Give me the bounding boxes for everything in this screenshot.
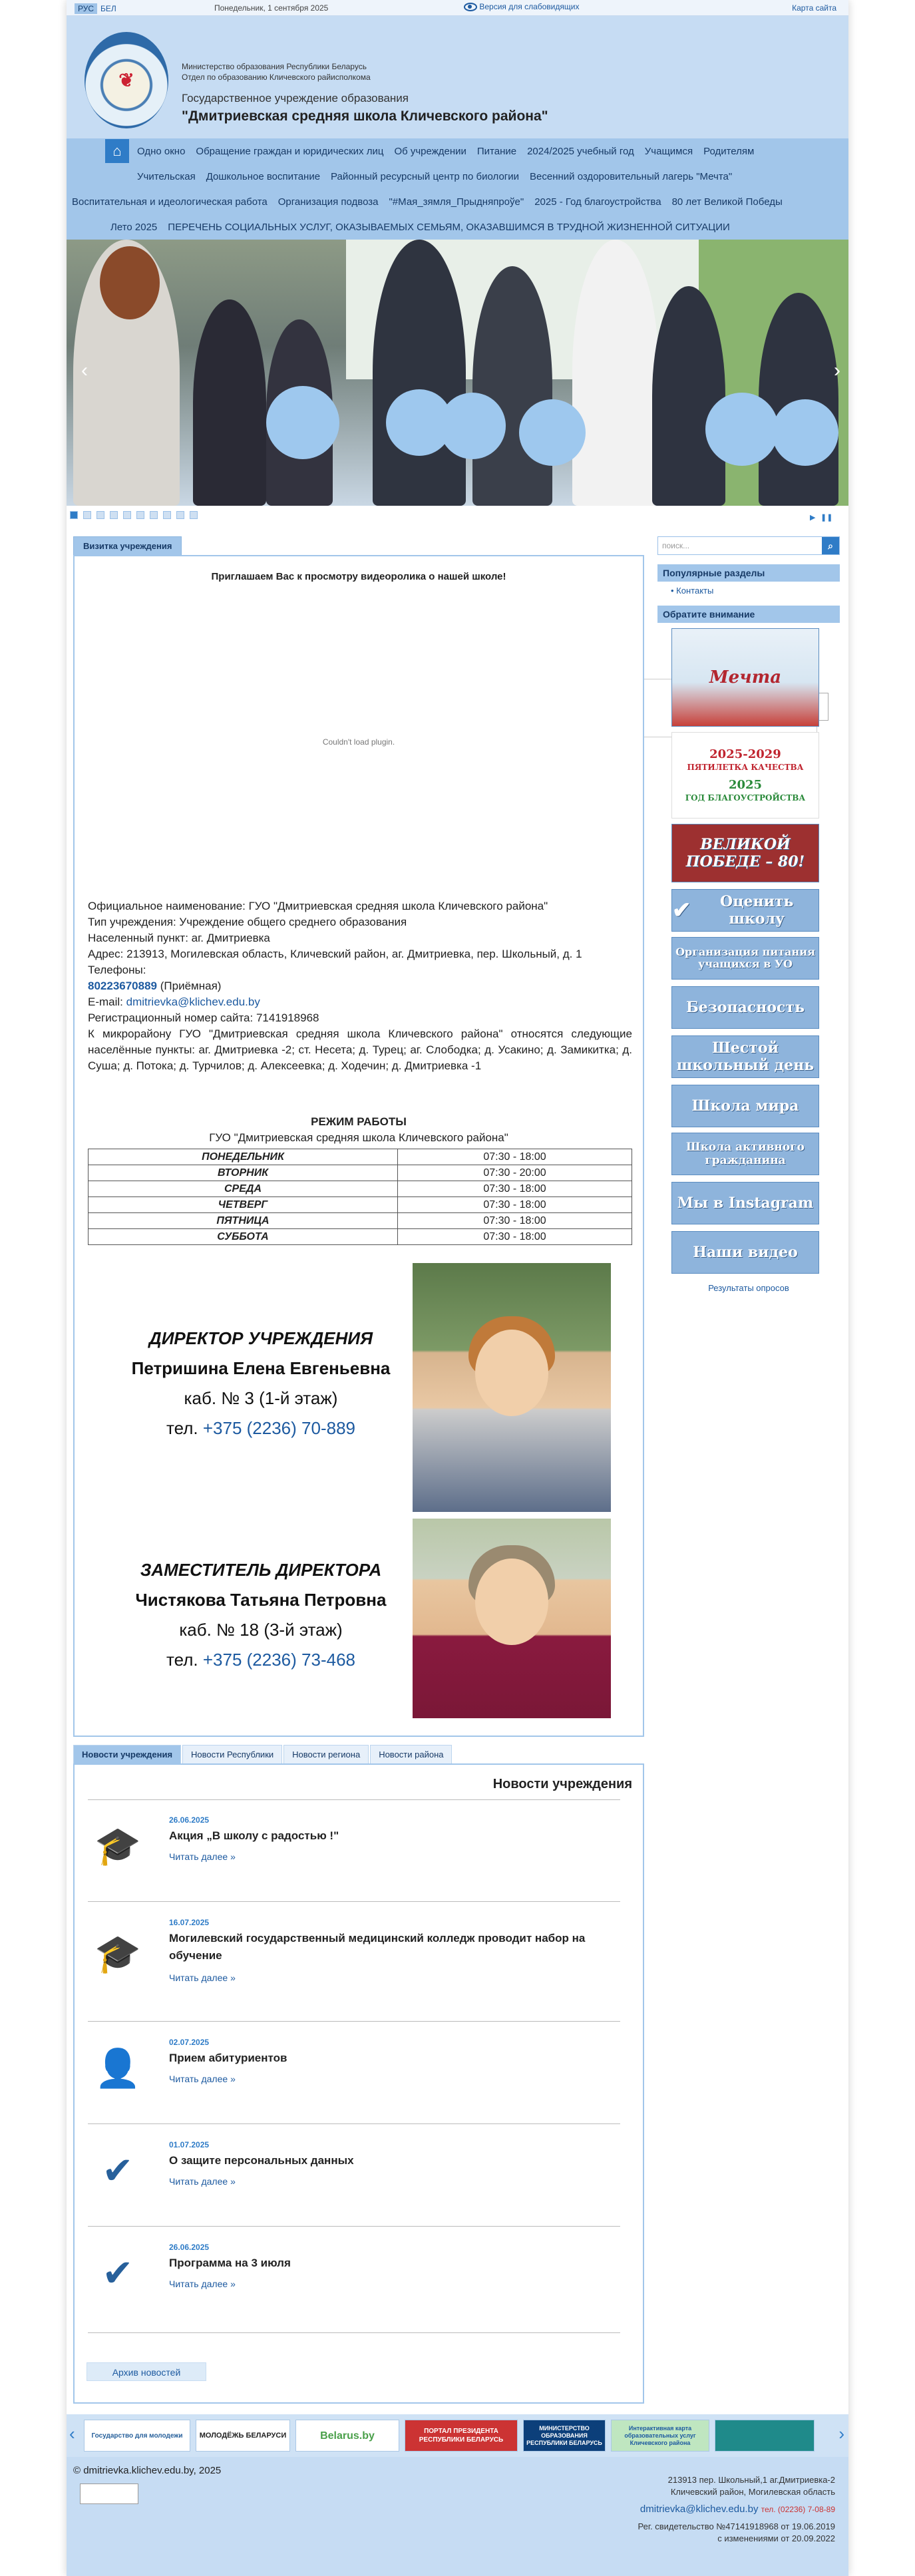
deputy-card — [101, 1560, 421, 1670]
news-tabs — [73, 1745, 453, 1763]
phone-note: (Приёмная) — [160, 980, 222, 992]
director-card — [101, 1328, 421, 1439]
banner-safety[interactable]: Безопасность — [671, 986, 819, 1029]
director-name: Петришина Елена Евгеньевна — [131, 1358, 391, 1378]
banner-sixth-day[interactable]: Шестой школьный день — [671, 1035, 819, 1078]
user-icon: 👤 — [94, 2047, 141, 2089]
table-row — [89, 1149, 632, 1165]
director-phone-row — [101, 1418, 421, 1439]
top-bar — [67, 0, 848, 16]
deputy-phone-row — [101, 1650, 421, 1670]
deputy-title: ЗАМЕСТИТЕЛЬ ДИРЕКТОРА — [140, 1560, 382, 1580]
schedule-subtitle: ГУО "Дмитриевская средняя школа Кличевского района" — [209, 1131, 508, 1144]
deputy-tel-label: тел. — [166, 1650, 198, 1670]
person-figure — [100, 246, 160, 319]
phone-row — [88, 978, 632, 994]
banner-mechta[interactable] — [671, 628, 819, 727]
current-date: Понедельник, 1 сентября 2025 — [214, 3, 329, 13]
slider-play-icon[interactable]: ▶ — [810, 514, 816, 522]
director-phone[interactable]: +375 (2236) 70-889 — [202, 1418, 355, 1438]
search-box[interactable] — [657, 536, 840, 555]
news-date: 16.07.2025 — [169, 1918, 210, 1927]
schedule-day: СУББОТА — [89, 1229, 398, 1245]
news-title[interactable]: Прием абитуриентов — [169, 2052, 287, 2064]
flame-emblem-icon: ❦ — [118, 70, 134, 91]
slider-dot[interactable] — [110, 511, 118, 519]
nav-row-3 — [67, 189, 848, 214]
table-row — [89, 1181, 632, 1197]
video-intro: Приглашаем Вас к просмотру видеоролика о нашей школе! — [211, 571, 506, 582]
slider-dot[interactable] — [136, 511, 144, 519]
partner-link[interactable]: ПОРТАЛ ПРЕЗИДЕНТА РЕСПУБЛИКИ БЕЛАРУСЬ — [405, 2420, 518, 2452]
read-more-link[interactable]: Читать далее » — [169, 1851, 236, 1862]
footer-changes: с изменениями от 20.09.2022 — [717, 2533, 835, 2543]
visually-impaired-link[interactable] — [464, 2, 579, 11]
news-title[interactable]: Программа на 3 июля — [169, 2257, 291, 2269]
balloon — [439, 393, 506, 459]
partner-links — [67, 2414, 848, 2457]
ministry: Министерство образования Республики Беларусь — [182, 62, 367, 71]
director-tel-label: тел. — [166, 1418, 198, 1438]
news-date: 26.06.2025 — [169, 2243, 210, 2252]
deputy-name: Чистякова Татьяна Петровна — [135, 1590, 387, 1610]
school-card-panel — [73, 555, 644, 1737]
ministry-text — [182, 61, 371, 83]
nav-row-1 — [67, 138, 848, 164]
banner-mechta-label: Мечта — [709, 667, 782, 687]
person-figure — [373, 240, 466, 506]
slider-prev-icon[interactable]: ‹ — [81, 359, 88, 381]
links-prev-icon[interactable]: ‹ — [69, 2424, 75, 2444]
home-icon[interactable]: ⌂ — [105, 139, 129, 163]
person-figure — [572, 240, 659, 506]
read-more-link[interactable]: Читать далее » — [169, 2074, 236, 2084]
partner-link[interactable]: Государство для молодежи — [84, 2420, 190, 2452]
nav-item[interactable]: Об учреждении — [394, 145, 466, 157]
news-title[interactable]: Могилевский государственный медицинский колледж проводит набор на обучение — [169, 1932, 586, 1962]
page — [67, 0, 848, 2576]
nav-item[interactable]: Лето 2025 — [110, 221, 158, 233]
news-date: 02.07.2025 — [169, 2038, 210, 2047]
nav-item[interactable]: ПЕРЕЧЕНЬ СОЦИАЛЬНЫХ УСЛУГ, ОКАЗЫВАЕМЫХ СЕМЬЯМ, ОКАЗАВШИМСЯ В ТРУДНОЙ ЖИЗНЕННОЙ СИТУАЦИИ — [168, 221, 730, 233]
read-more-link[interactable]: Читать далее » — [169, 1972, 236, 1983]
locality: Населенный пункт: аг. Дмитриевка — [88, 932, 270, 944]
nav-item[interactable]: Учительская — [137, 170, 196, 182]
news-item — [88, 2022, 620, 2124]
email-link[interactable]: dmitrievka@klichev.edu.by — [126, 996, 260, 1008]
official-name: Официальное наименование: ГУО "Дмитриевская средняя школа Кличевского района" — [88, 900, 548, 912]
nav-item[interactable]: "#Мая_зямля_Прыдняпроўе" — [389, 196, 524, 208]
footer-email[interactable]: dmitrievka@klichev.edu.by — [640, 2503, 759, 2515]
slider-dot[interactable] — [163, 511, 171, 519]
banner-instagram[interactable]: Мы в Instagram — [671, 1182, 819, 1224]
popular-item-contacts[interactable]: • Контакты — [671, 586, 714, 596]
news-archive-button[interactable]: Архив новостей — [87, 2362, 206, 2381]
director-photo — [413, 1263, 611, 1512]
director-title: ДИРЕКТОР УЧРЕЖДЕНИЯ — [148, 1328, 373, 1348]
nav-item[interactable]: Воспитательная и идеологическая работа — [72, 196, 268, 208]
nav-item[interactable]: Весенний оздоровительный лагерь "Мечта" — [530, 170, 733, 182]
person-figure — [472, 266, 552, 506]
slider-dot[interactable] — [190, 511, 198, 519]
main-nav — [67, 138, 848, 240]
news-heading: Новости учреждения — [492, 1777, 632, 1791]
photo-slider[interactable] — [67, 240, 848, 506]
banner-nutrition[interactable]: Организация питания учащихся в УО — [671, 937, 819, 980]
district-text: К микрорайону ГУО "Дмитриевская средняя школа Кличевского района" относятся следующие населённые пункты: аг. Дмитриевка -2; ст. Несета; д. Турец; аг. Слободка; д. Усакино; д. Замикитка; д. Суша; д. Потока; д. Турчилов; д. Алексеевка; д. Ходечин; д. Дмитриевка -1 — [88, 1027, 632, 1072]
nav-row-4 — [67, 214, 848, 240]
slider-next-icon[interactable]: › — [834, 359, 840, 381]
photo-face — [475, 1330, 548, 1416]
check-icon: ✔ — [672, 897, 691, 924]
check-icon: ✔ — [102, 2252, 134, 2294]
school-type: Тип учреждения: Учреждение общего среднего образования — [88, 916, 407, 928]
links-next-icon[interactable]: › — [838, 2424, 844, 2444]
banner-label: Оценить школу — [720, 893, 794, 928]
deputy-photo — [413, 1519, 611, 1718]
slider-dot[interactable] — [123, 511, 131, 519]
schedule-day: ЧЕТВЕРГ — [89, 1197, 398, 1213]
news-panel — [73, 1763, 644, 2404]
footer-address-1: 213913 пер. Школьный,1 аг.Дмитриевка-2 — [667, 2475, 835, 2485]
email-row — [88, 994, 632, 1010]
eye-icon — [464, 3, 477, 11]
popular-sections-title: Популярные разделы — [657, 564, 840, 582]
visit-counter[interactable] — [80, 2484, 138, 2504]
nav-item[interactable]: Дошкольное воспитание — [206, 170, 321, 182]
balloon — [266, 386, 339, 459]
banner-peace-school[interactable]: Школа мира — [671, 1085, 819, 1127]
tab-news-district[interactable]: Новости района — [370, 1745, 452, 1763]
person-figure — [652, 286, 725, 506]
deputy-phone[interactable]: +375 (2236) 73-468 — [202, 1650, 355, 1670]
slider-dot[interactable] — [70, 511, 78, 519]
partner-link[interactable]: Belarus.by — [295, 2420, 399, 2452]
schedule-table — [88, 1149, 632, 1245]
org-type: Государственное учреждение образования — [182, 92, 409, 104]
nav-item[interactable]: Родителям — [703, 145, 755, 157]
partner-link[interactable]: МОЛОДЁЖЬ БЕЛАРУСИ — [196, 2420, 290, 2452]
schedule-day: ПЯТНИЦА — [89, 1213, 398, 1229]
footer-contacts — [640, 2503, 835, 2515]
balloon — [705, 393, 779, 466]
slider-dot[interactable] — [176, 511, 184, 519]
partner-link[interactable]: Интерактивная карта образовательных услуг Кличевского района — [611, 2420, 709, 2452]
news-item — [88, 1902, 620, 2022]
school-logo[interactable] — [85, 32, 168, 128]
copyright: © dmitrievka.klichev.edu.by, 2025 — [73, 2465, 222, 2476]
tab-news-school[interactable]: Новости учреждения — [73, 1745, 181, 1763]
email-label: E-mail: — [88, 996, 123, 1008]
header — [67, 16, 848, 138]
banner-quality-label: ПЯТИЛЕТКА КАЧЕСТВА — [687, 763, 804, 772]
schedule-time: 07:30 - 18:00 — [398, 1197, 632, 1213]
department: Отдел по образованию Кличевского райисполкома — [182, 73, 371, 82]
banner-year-num: 2025 — [728, 778, 763, 792]
schedule-time: 07:30 - 18:00 — [398, 1181, 632, 1197]
address: Адрес: 213913, Могилевская область, Кличевский район, аг. Дмитриевка, пер. Школьный, д. 1 — [88, 948, 582, 960]
slider-dot[interactable] — [150, 511, 158, 519]
nav-item[interactable]: Питание — [476, 145, 517, 157]
lang-by[interactable]: БЕЛ — [100, 4, 116, 13]
graduation-cap-icon: 🎓 — [94, 1825, 141, 1867]
schedule-day: ПОНЕДЕЛЬНИК — [89, 1149, 398, 1165]
schedule-time: 07:30 - 18:00 — [398, 1229, 632, 1245]
nav-item[interactable]: Обращение граждан и юридических лиц — [196, 145, 384, 157]
footer-certificate: Рег. свидетельство №47141918968 от 19.06.2019 — [638, 2521, 835, 2531]
table-row — [89, 1197, 632, 1213]
nav-item[interactable]: 2024/2025 учебный год — [527, 145, 634, 157]
tab-news-republic[interactable]: Новости Республики — [182, 1745, 282, 1763]
news-title[interactable]: О защите персональных данных — [169, 2154, 354, 2167]
table-row — [89, 1229, 632, 1245]
slider-dots — [67, 511, 848, 522]
tab-school-card[interactable]: Визитка учреждения — [73, 536, 182, 555]
banner-quality-year[interactable] — [671, 732, 819, 819]
nav-item[interactable]: Организация подвоза — [277, 196, 379, 208]
banner-victory-label: ВЕЛИКОЙ ПОБЕДЕ – 80! — [685, 836, 805, 870]
schedule-time: 07:30 - 18:00 — [398, 1213, 632, 1229]
tab-news-region[interactable]: Новости региона — [283, 1745, 369, 1763]
partner-link[interactable]: МИНИСТЕРСТВО ОБРАЗОВАНИЯ РЕСПУБЛИКИ БЕЛАРУСЬ — [523, 2420, 606, 2452]
banner-quality-years: 2025-2029 — [709, 747, 781, 761]
table-row — [89, 1213, 632, 1229]
partner-link[interactable] — [715, 2420, 815, 2452]
popular-item-label: Контакты — [676, 586, 714, 596]
schedule-title: РЕЖИМ РАБОТЫ — [311, 1115, 407, 1128]
photo-face — [475, 1559, 548, 1645]
footer — [67, 2457, 848, 2576]
schedule-day: ВТОРНИК — [89, 1165, 398, 1181]
search-icon[interactable]: ⌕ — [822, 537, 839, 554]
nav-item[interactable]: 2025 - Год благоустройства — [534, 196, 661, 208]
graduation-cap-icon: 🎓 — [94, 1932, 141, 1974]
footer-tel: тел. (02236) 7-08-89 — [761, 2505, 835, 2514]
nav-item[interactable]: Одно окно — [137, 145, 186, 157]
news-date: 26.06.2025 — [169, 1815, 210, 1825]
banner-videos[interactable]: Наши видео — [671, 1231, 819, 1274]
site-map-link[interactable]: Карта сайта — [792, 3, 836, 13]
nav-item[interactable]: Районный ресурсный центр по биологии — [331, 170, 520, 182]
visually-impaired-label: Версия для слабовидящих — [479, 2, 580, 11]
nav-item[interactable]: Учащимся — [644, 145, 693, 157]
balloon — [519, 399, 586, 466]
news-title[interactable]: Акция „В школу с радостью !" — [169, 1829, 339, 1842]
balloon — [772, 399, 838, 466]
news-item — [88, 1799, 620, 1902]
news-item — [88, 2227, 620, 2333]
phones-label: Телефоны: — [88, 964, 146, 976]
poll-results-link[interactable]: Результаты опросов — [708, 1283, 789, 1293]
footer-address-2: Кличевский район, Могилевская область — [670, 2487, 835, 2497]
check-icon: ✔ — [102, 2149, 134, 2191]
deputy-room: каб. № 18 (3-й этаж) — [179, 1620, 343, 1640]
banner-rate-school[interactable] — [671, 889, 819, 932]
school-info — [88, 898, 632, 1074]
language-switcher — [75, 3, 120, 14]
person-figure — [193, 299, 266, 506]
slider-pause-icon[interactable]: ❚❚ — [821, 514, 833, 522]
school-name: "Дмитриевская средняя школа Кличевского района" — [182, 108, 548, 124]
read-more-link[interactable]: Читать далее » — [169, 2176, 236, 2187]
nav-row-2 — [67, 164, 848, 189]
read-more-link[interactable]: Читать далее » — [169, 2279, 236, 2289]
phone-link[interactable]: 80223670889 — [88, 980, 158, 992]
table-row — [89, 1165, 632, 1181]
search-input[interactable]: поиск... — [662, 541, 690, 550]
nav-item[interactable]: 80 лет Великой Победы — [671, 196, 783, 208]
slider-dot[interactable] — [96, 511, 104, 519]
schedule-day: СРЕДА — [89, 1181, 398, 1197]
news-date: 01.07.2025 — [169, 2140, 210, 2149]
lang-ru[interactable]: РУС — [75, 3, 97, 14]
schedule-time: 07:30 - 20:00 — [398, 1165, 632, 1181]
director-room: каб. № 3 (1-й этаж) — [184, 1388, 338, 1408]
news-item — [88, 2124, 620, 2227]
banner-victory-80[interactable] — [671, 824, 819, 882]
attention-title: Обратите внимание — [657, 606, 840, 623]
banner-year-label: ГОД БЛАГОУСТРОЙСТВА — [685, 793, 806, 803]
banner-active-citizen[interactable]: Школа активного гражданина — [671, 1133, 819, 1175]
reg-number: Регистрационный номер сайта: 7141918968 — [88, 1012, 319, 1024]
slider-dot[interactable] — [83, 511, 91, 519]
schedule-time: 07:30 - 18:00 — [398, 1149, 632, 1165]
video-plugin-placeholder[interactable]: Couldn't load plugin. — [322, 737, 395, 747]
